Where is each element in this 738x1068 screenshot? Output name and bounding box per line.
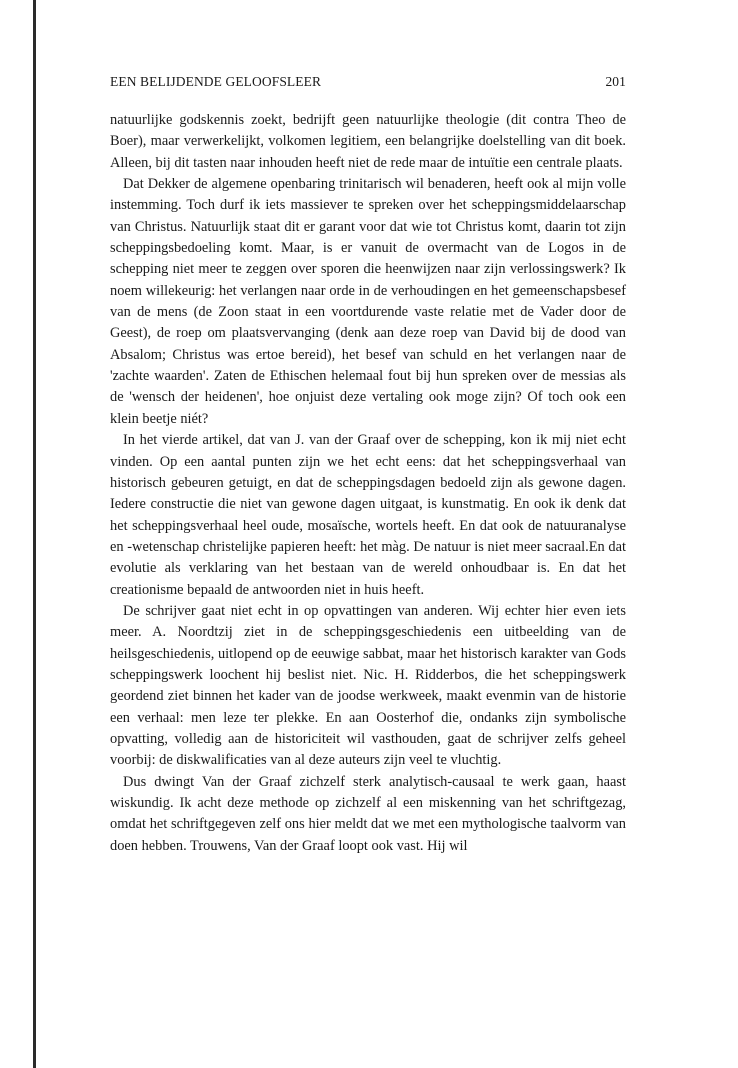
paragraph-1: natuurlijke godskennis zoekt, bedrijft geen natuurlijke theologie (dit contra Theo de Boer), maar verwerkelijkt, volkomen legitiem, een belangrijke doelstelling van dit boek. Alleen, bij dit tasten naar inhouden heeft niet de rede maar de intuïtie een centrale plaats. <box>110 112 626 171</box>
paragraph-5: Dus dwingt Van der Graaf zichzelf sterk analytisch-causaal te werk gaan, haast wiskundig. Ik acht deze methode op zichzelf al een miskenning van het schriftgezag, omdat het schriftgegeven zelf ons hier meldt dat we met een mythologische taalvorm van doen hebben. Trouwens, Van der Graaf loopt ook vast. Hij wil <box>110 773 626 854</box>
page-number: 201 <box>605 74 626 89</box>
body-text <box>110 110 626 857</box>
running-title: EEN BELIJDENDE GELOOFSLEER <box>110 74 322 89</box>
page-header <box>110 74 626 94</box>
book-spine-edge <box>33 0 36 1068</box>
paragraph-3: In het vierde artikel, dat van J. van der Graaf over de schepping, kon ik mij niet echt vinden. Op een aantal punten zijn we het echt eens: dat het scheppingsverhaal van historisch gebeuren getuigt, en dat de scheppingsdagen bedoeld zijn als gewone dagen. Iedere constructie die niet van gewone dagen uitgaat, is kunstmatig. En ook ik denk dat het scheppingsverhaal heel oude, mosaïsche, wortels heeft. En dat ook de natuuranalyse en -wetenschap christelijke papieren heeft: het màg. De natuur is niet meer sacraal.En dat evolutie als verklaring van het bestaan van de wereld onhoudbaar is. En dat het creationisme bepaald de antwoorden niet in huis heeft. <box>110 432 626 598</box>
paragraph-2: Dat Dekker de algemene openbaring trinitarisch wil benaderen, heeft ook al mijn volle instemming. Toch durf ik iets massiever te spreken over het scheppingsmiddelaarschap van Christus. Natuurlijk staat dit er garant voor dat wie tot Christus komt, daarin tot zijn scheppingsbedoeling komt. Maar, is er vanuit de overmacht van de Logos in de schepping niet meer te zeggen over sporen die heenwijzen naar zijn verlossingswerk? Ik noem willekeurig: het verlangen naar orde in de verhoudingen en het gemeenschapsbesef van de mens (de Zoon staat in een voortdurende vaste relatie met de Vader door de Geest), de roep om plaatsvervanging (denk aan deze roep van David bij de dood van Absalom; Christus was ertoe bereid), het besef van schuld en het verlangen naar de 'zachte waarden'. Zaten de Ethischen helemaal fout bij hun spreken over de messias als de 'wensch der heidenen', hoe onjuist deze vertaling ook moge zijn? Of toch ook een klein beetje niét? <box>110 176 626 427</box>
paragraph-4: De schrijver gaat niet echt in op opvattingen van anderen. Wij echter hier even iets meer. A. Noordtzij ziet in de scheppingsgeschiedenis een uitbeelding van de heilsgeschiedenis, uitlopend op de eeuwige sabbat, maar het historisch karakter van Gods scheppingswerk loochent hij beslist niet. Nic. H. Ridderbos, die het scheppingswerk geordend ziet binnen het kader van de joodse werkweek, maakt evenmin van de historie een verhaal: men leze ter plekke. En aan Oosterhof die, ondanks zijn symbolische opvatting, volledig aan de historiciteit wil vasthouden, gaat de schrijver zelfs geheel voorbij: de diskwalificaties van al deze auteurs zijn veel te vluchtig. <box>110 602 626 769</box>
